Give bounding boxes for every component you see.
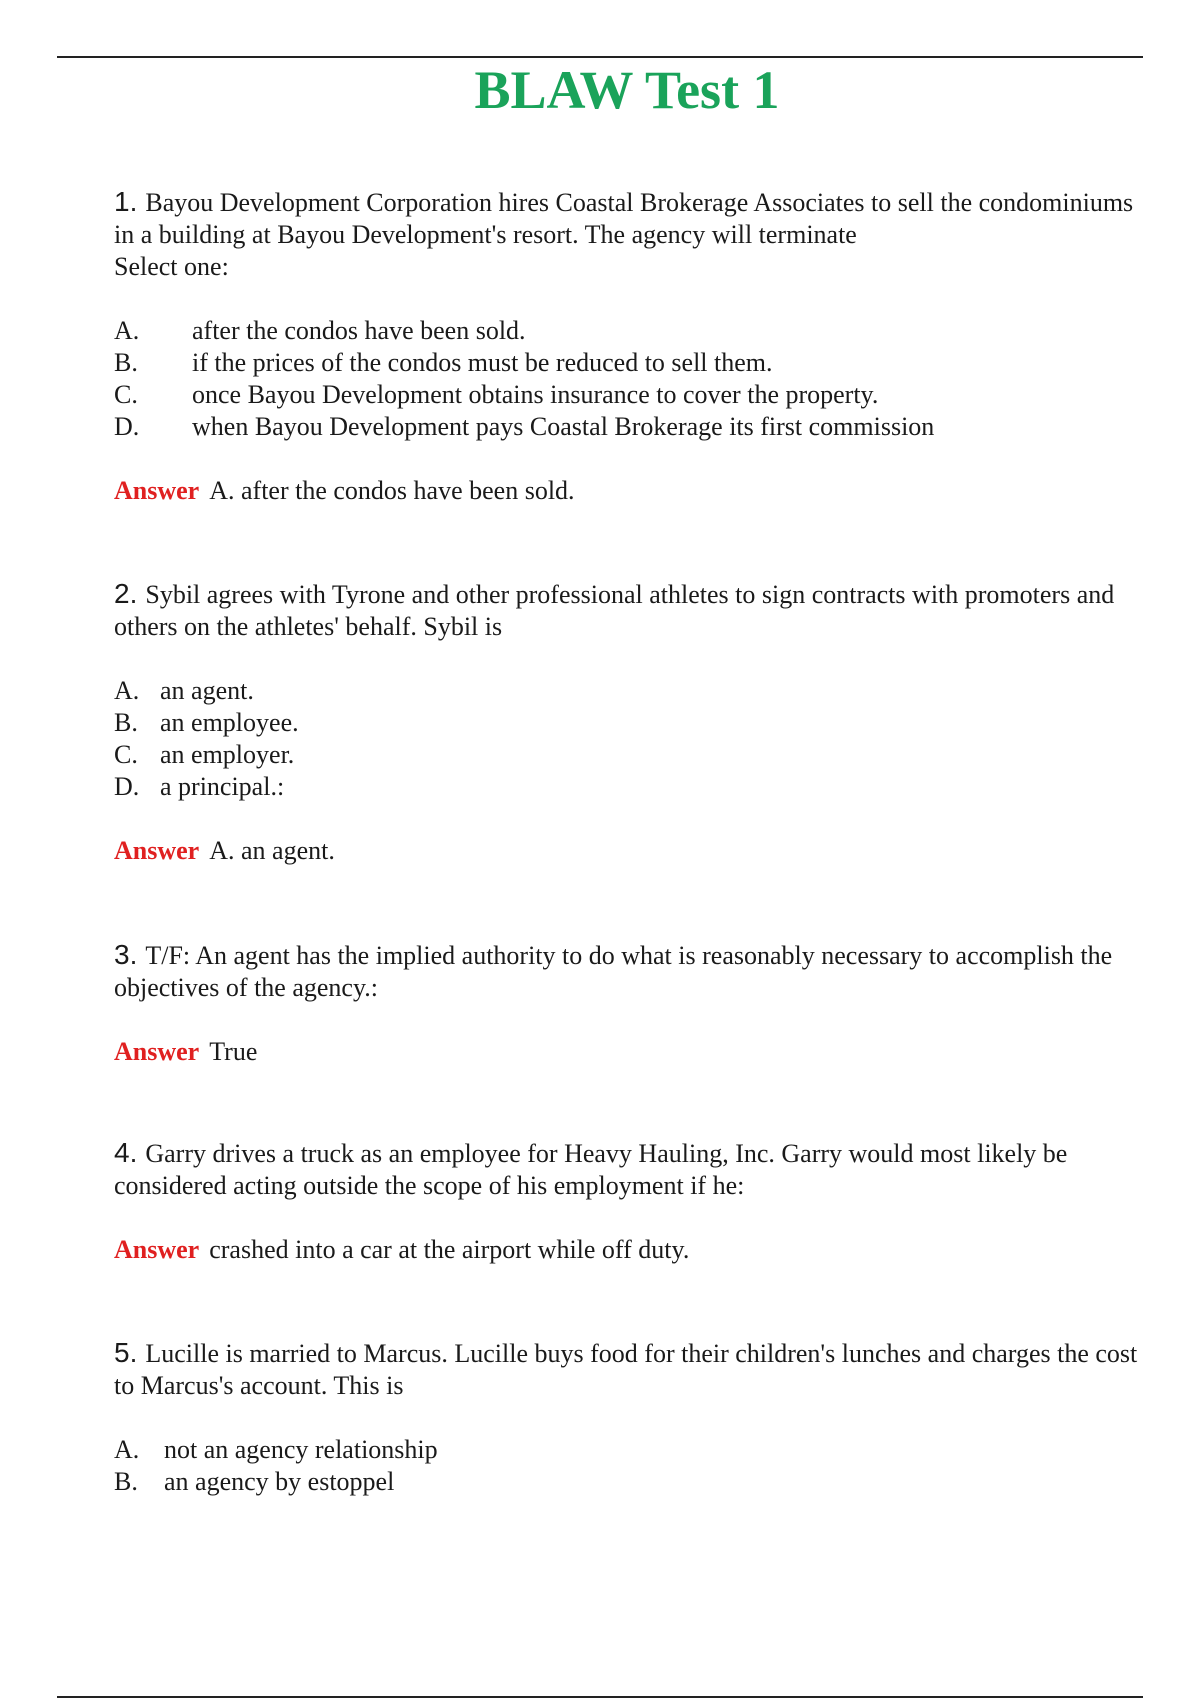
option-text: after the condos have been sold. [192, 316, 526, 345]
question-4-text [114, 1137, 1154, 1202]
option-letter: A. [114, 1435, 140, 1464]
question-2 [114, 578, 1154, 867]
option-d [114, 411, 1154, 443]
question-body: Lucille is married to Marcus. Lucille buys food for their children's lunches and charges the cost to Marcus's account. This is [114, 1339, 1138, 1400]
question-3 [114, 939, 1154, 1068]
page-title: BLAW Test 1 [474, 60, 780, 120]
answer-4 [114, 1234, 1154, 1266]
question-number: 5. [114, 1337, 138, 1368]
option-text: once Bayou Development obtains insurance to cover the property. [192, 380, 879, 409]
option-letter: B. [114, 348, 138, 377]
question-body: Bayou Development Corporation hires Coastal Brokerage Associates to sell the condominiums in a building at Bayou Development's resort. The agency will terminate [114, 188, 1134, 249]
question-number: 1. [114, 186, 138, 217]
option-c [114, 379, 1154, 411]
option-b [114, 347, 1154, 379]
options-list [114, 675, 1154, 803]
option-text: if the prices of the condos must be reduced to sell them. [192, 348, 773, 377]
question-number: 4. [114, 1137, 138, 1168]
options-list [114, 315, 1154, 443]
question-body: Garry drives a truck as an employee for Heavy Hauling, Inc. Garry would most likely be considered acting outside the scope of his employment if he: [114, 1139, 1068, 1200]
question-body: Sybil agrees with Tyrone and other professional athletes to sign contracts with promoters and others on the athletes' behalf. Sybil is [114, 580, 1115, 641]
option-text: an agency by estoppel [164, 1467, 395, 1496]
option-b [114, 707, 1154, 739]
bottom-rule [57, 1696, 1143, 1698]
question-number: 3. [114, 939, 138, 970]
option-letter: D. [114, 412, 140, 441]
option-text: an employee. [160, 708, 299, 737]
answer-text: crashed into a car at the airport while off duty. [209, 1235, 690, 1264]
question-3-text [114, 939, 1154, 1004]
question-5-text [114, 1337, 1154, 1402]
option-letter: A. [114, 316, 140, 345]
answer-label: Answer [114, 836, 200, 865]
question-5 [114, 1337, 1154, 1498]
options-list [114, 1434, 1154, 1498]
answer-label: Answer [114, 1235, 200, 1264]
option-a [114, 315, 1154, 347]
option-text: not an agency relationship [164, 1435, 438, 1464]
option-text: an agent. [160, 676, 254, 705]
question-4 [114, 1137, 1154, 1266]
answer-label: Answer [114, 476, 200, 505]
option-letter: D. [114, 772, 140, 801]
answer-text: True [209, 1037, 258, 1066]
option-text: when Bayou Development pays Coastal Brokerage its first commission [192, 412, 935, 441]
option-a [114, 675, 1154, 707]
option-c [114, 739, 1154, 771]
option-letter: C. [114, 740, 138, 769]
option-letter: B. [114, 708, 138, 737]
question-prompt: Select one: [114, 252, 229, 281]
answer-text: A. after the condos have been sold. [209, 476, 575, 505]
question-1-text [114, 186, 1154, 283]
question-2-text [114, 578, 1154, 643]
answer-text: A. an agent. [209, 836, 335, 865]
option-letter: C. [114, 380, 138, 409]
option-text: a principal.: [160, 772, 285, 801]
option-letter: B. [114, 1467, 138, 1496]
question-number: 2. [114, 578, 138, 609]
answer-1 [114, 475, 1154, 507]
answer-label: Answer [114, 1037, 200, 1066]
option-a [114, 1434, 1154, 1466]
answer-2 [114, 835, 1154, 867]
option-b [114, 1466, 1154, 1498]
option-d [114, 771, 1154, 803]
option-letter: A. [114, 676, 140, 705]
question-body: T/F: An agent has the implied authority to do what is reasonably necessary to accomplish the objectives of the agency.: [114, 941, 1113, 1002]
option-text: an employer. [160, 740, 295, 769]
answer-3 [114, 1036, 1154, 1068]
question-1 [114, 186, 1154, 507]
